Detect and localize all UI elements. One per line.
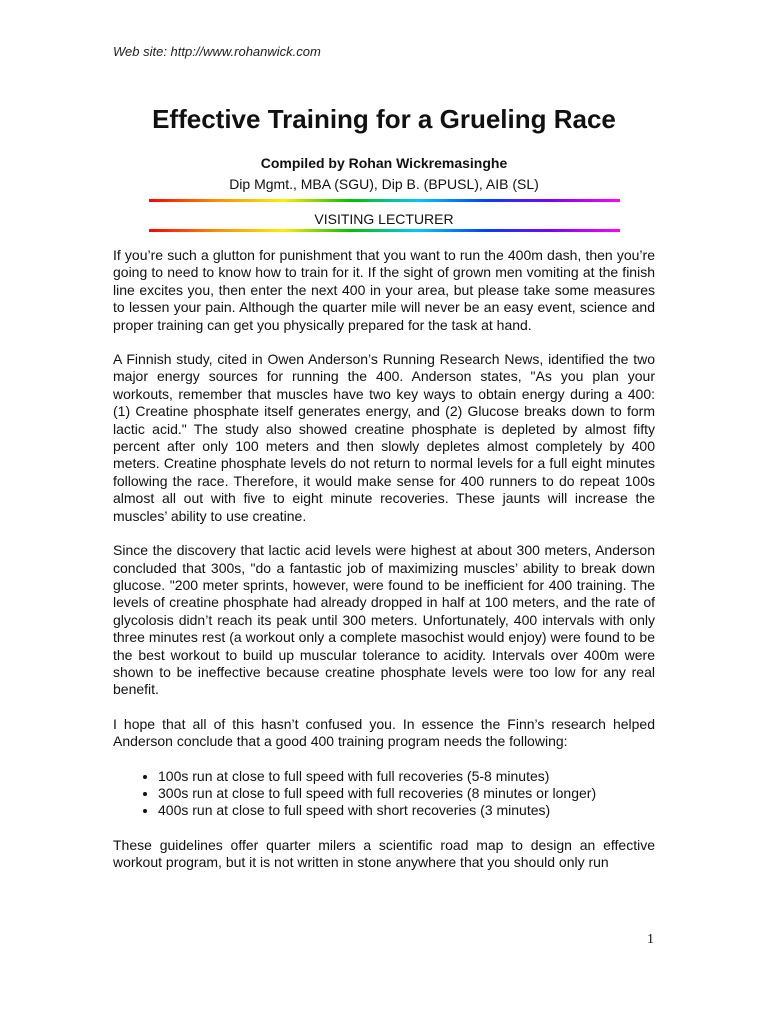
training-list bbox=[113, 768, 655, 820]
closing-paragraph: These guidelines offer quarter milers a scientific road map to design an effective workout program, but it is not written in stone anywhere that you should only run bbox=[113, 836, 655, 871]
list-item: • 400s run at close to full speed with short recoveries (3 minutes) bbox=[158, 802, 655, 819]
author-credentials: Dip Mgmt., MBA (SGU), Dip B. (BPUSL), AIB (SL) bbox=[229, 176, 539, 192]
body-paragraph-3: Since the discovery that lactic acid levels were highest at about 300 meters, Anderson concluded that 300s, "do a fantastic job of maximizing muscles’ ability to break down glucose. "200 meter sprints, however, were found to be inefficient for 400 training. The levels of creatine phosphate had already dropped in half at 100 meters, and the rate of glycolosis didn’t reach its peak until 300 meters. Unfortunately, 400 intervals with only three minutes rest (a workout only a complete masochist would enjoy) were found to be the best workout to build up muscular tolerance to acidity. Intervals over 400m were shown to be ineffective because creatine phosphate levels were too low for any real benefit. bbox=[113, 542, 655, 698]
list-item: • 100s run at close to full speed with full recoveries (5-8 minutes) bbox=[158, 768, 655, 785]
author-line: Compiled by Rohan Wickremasinghe bbox=[260, 155, 508, 171]
rainbow-underline bbox=[149, 229, 620, 232]
page-number: 1 bbox=[647, 932, 654, 947]
author-role: VISITING LECTURER bbox=[314, 211, 454, 227]
body-paragraph-2: A Finnish study, cited in Owen Anderson’s Running Research News, identified the two major energy sources for running the 400. Anderson states, "As you plan your workouts, remember that muscles have two key ways to obtain energy during a 400: (1) Creatine phosphate itself generates energy, and (2) Glucose breaks down to form lactic acid." The study also showed creatine phosphate is depleted by almost fifty percent after only 100 meters and then slowly depletes almost completely by 400 meters. Creatine phosphate levels do not return to normal levels for a full eight minutes following the race. Therefore, it would make sense for 400 runners to do repeat 100s almost all out with five to eight minute recoveries. These jaunts will increase the muscles’ ability to use creatine. bbox=[113, 351, 655, 524]
rainbow-divider bbox=[149, 199, 620, 202]
list-item: • 300s run at close to full speed with full recoveries (8 minutes or longer) bbox=[158, 785, 655, 802]
body-paragraph-4: I hope that all of this hasn’t confused you. In essence the Finn’s research helped Anderson conclude that a good 400 training program needs the following: bbox=[113, 715, 655, 750]
body-paragraph-1: If you’re such a glutton for punishment that you want to run the 400m dash, then you’re going to need to know how to train for it. If the sight of grown men vomiting at the finish line excites you, then enter the next 400 in your area, but please take some measures to lessen your pain. Although the quarter mile will never be an easy event, science and proper training can get you physically prepared for the task at hand. bbox=[113, 247, 655, 333]
website-header: Web site: http://www.rohanwick.com bbox=[113, 44, 321, 59]
document-body bbox=[113, 247, 655, 889]
document-title: Effective Training for a Grueling Race bbox=[152, 104, 616, 134]
